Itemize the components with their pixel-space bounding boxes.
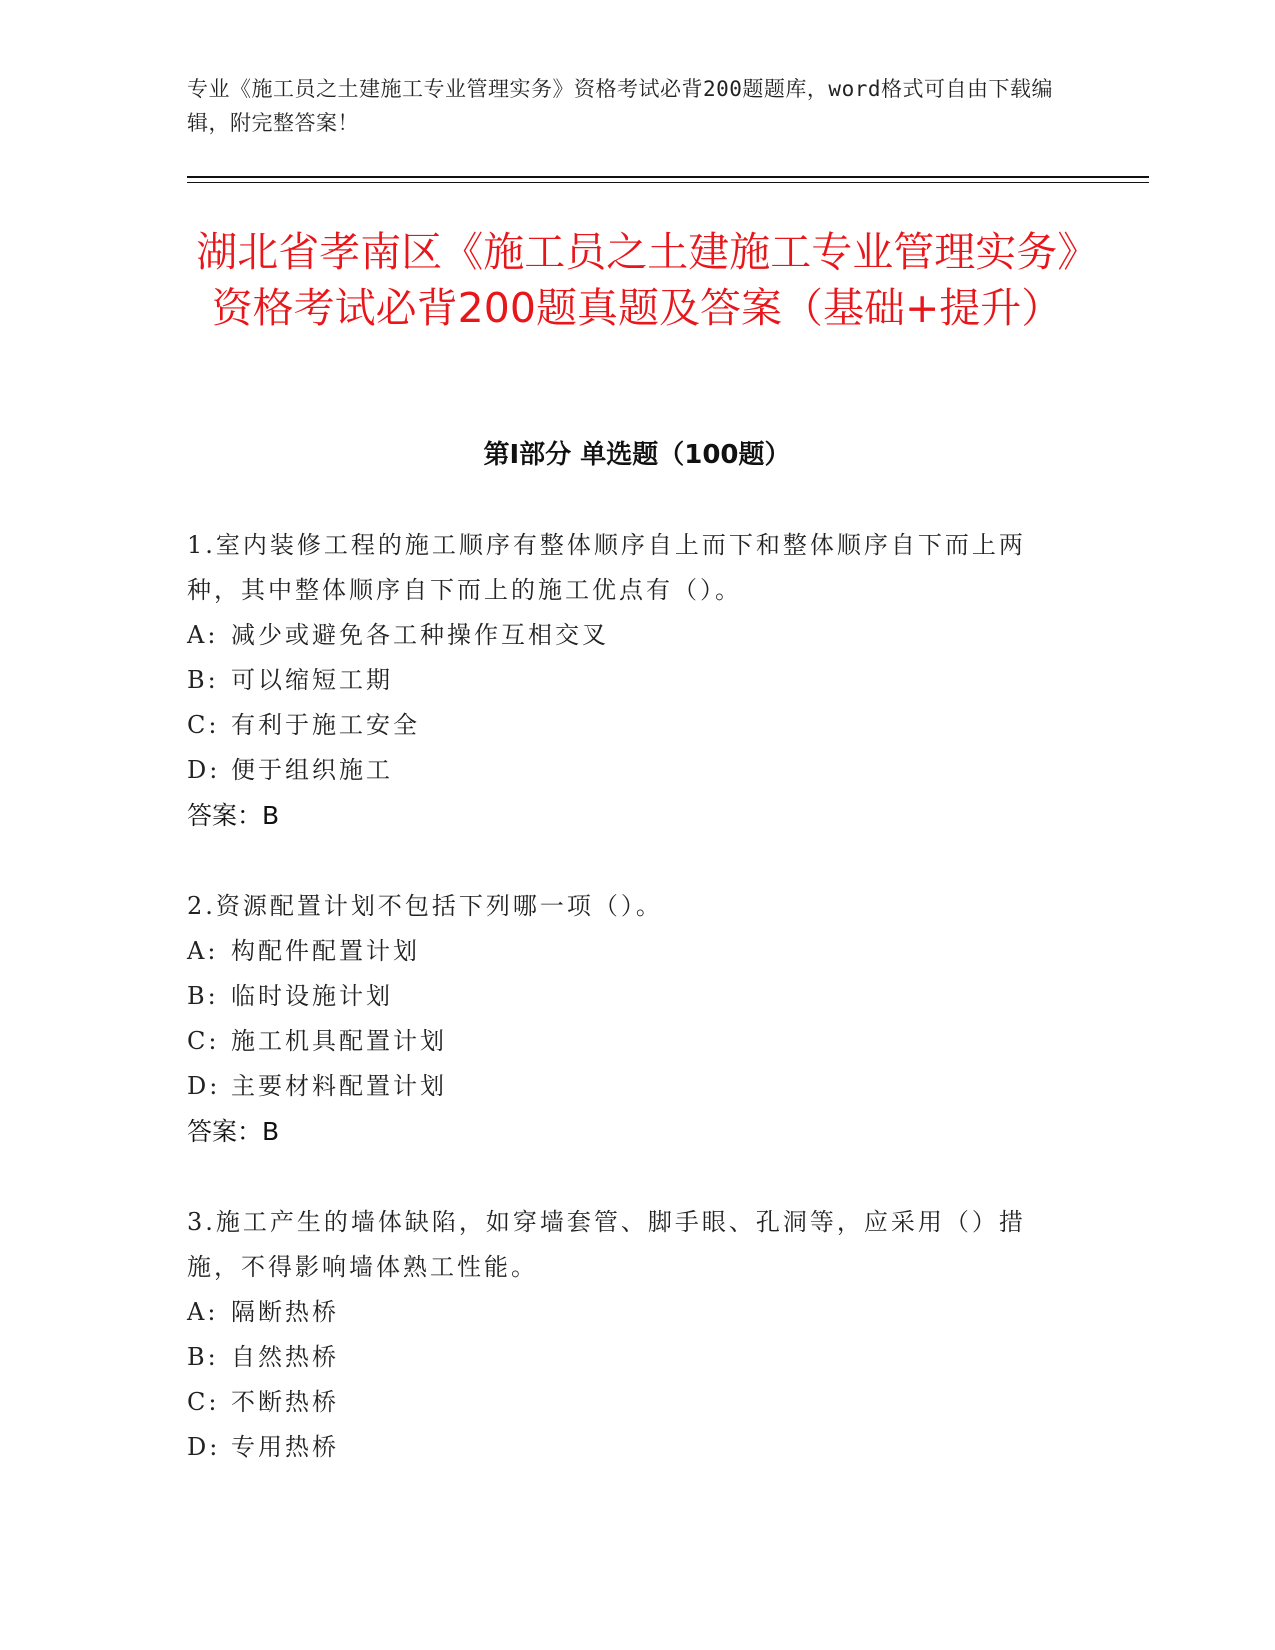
option-d: [187, 1064, 1067, 1109]
option-key: B:: [187, 666, 219, 694]
option-b: [187, 974, 1067, 1019]
option-c: [187, 1380, 1067, 1425]
option-a: [187, 1290, 1067, 1335]
option-text: 隔断热桥: [231, 1298, 339, 1326]
option-text: 临时设施计划: [231, 982, 393, 1010]
header-rule-thick: [187, 176, 1149, 178]
option-text: 构配件配置计划: [231, 937, 420, 965]
option-text: 专用热桥: [231, 1433, 339, 1461]
option-key: B:: [187, 982, 219, 1010]
option-key: B:: [187, 1343, 219, 1371]
option-text: 不断热桥: [231, 1388, 339, 1416]
option-text: 可以缩短工期: [231, 666, 393, 694]
option-key: C:: [187, 1027, 220, 1055]
option-text: 主要材料配置计划: [231, 1072, 447, 1100]
option-b: [187, 1335, 1067, 1380]
option-text: 自然热桥: [231, 1343, 339, 1371]
question-item: [187, 1200, 1067, 1470]
option-b: [187, 658, 1067, 703]
option-text: 施工机具配置计划: [231, 1027, 447, 1055]
option-key: D:: [187, 1072, 221, 1100]
question-item: [187, 884, 1067, 1154]
question-stem: 3.施工产生的墙体缺陷，如穿墙套管、脚手眼、孔洞等，应采用（）措施，不得影响墙体熟工性能。: [187, 1208, 1026, 1281]
question-stem: 2.资源配置计划不包括下列哪一项（）。: [187, 892, 663, 920]
document-title: 湖北省孝南区《施工员之土建施工专业管理实务》资格考试必背200题真题及答案（基础+提升）: [196, 228, 1078, 332]
option-key: D:: [187, 1433, 221, 1461]
option-key: C:: [187, 1388, 220, 1416]
option-key: C:: [187, 711, 220, 739]
header-note: 专业《施工员之土建施工专业管理实务》资格考试必背200题题库，word格式可自由下载编辑，附完整答案！: [187, 77, 1053, 135]
answer-line: 答案：B: [187, 801, 280, 830]
option-key: A:: [187, 937, 219, 965]
option-a: [187, 613, 1067, 658]
option-key: A:: [187, 621, 219, 649]
answer-line: 答案：B: [187, 1117, 280, 1146]
option-c: [187, 1019, 1067, 1064]
question-list: [187, 523, 1067, 1516]
option-text: 有利于施工安全: [231, 711, 420, 739]
option-d: [187, 748, 1067, 793]
option-d: [187, 1425, 1067, 1470]
question-stem: 1.室内装修工程的施工顺序有整体顺序自上而下和整体顺序自下而上两种，其中整体顺序自下而上的施工优点有（）。: [187, 531, 1026, 604]
option-text: 便于组织施工: [231, 756, 393, 784]
option-key: D:: [187, 756, 221, 784]
header-rule-thin: [187, 182, 1149, 183]
option-text: 减少或避免各工种操作互相交叉: [231, 621, 609, 649]
option-a: [187, 929, 1067, 974]
option-c: [187, 703, 1067, 748]
option-key: A:: [187, 1298, 219, 1326]
section-title: 第Ⅰ部分 单选题（100题）: [483, 440, 791, 470]
question-item: [187, 523, 1067, 838]
